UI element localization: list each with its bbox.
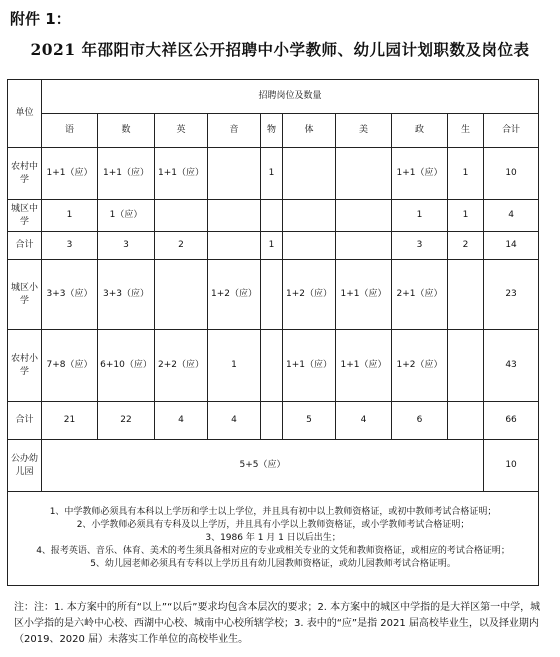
table-cell: 1 bbox=[261, 232, 283, 260]
table-cell bbox=[155, 200, 208, 232]
requirement-note: 2、小学教师必须具有专科及以上学历，并且具有小学以上教师资格证，或小学教师考试合格证明； bbox=[76, 520, 470, 530]
table-cell bbox=[448, 330, 484, 402]
row-label: 农村小学 bbox=[8, 330, 42, 402]
table-cell: 1+2（应） bbox=[283, 260, 336, 330]
row-label: 合计 bbox=[8, 402, 42, 440]
table-row bbox=[8, 330, 539, 402]
attachment-label: 附件 1： bbox=[10, 10, 71, 28]
table-cell: 2 bbox=[448, 232, 484, 260]
positions-group-header: 招聘岗位及数量 bbox=[42, 80, 539, 114]
table-cell: 1 bbox=[448, 148, 484, 200]
subject-header-music: 音 bbox=[208, 114, 261, 148]
subject-header-math: 数 bbox=[98, 114, 155, 148]
table-cell: 1+1（应） bbox=[155, 148, 208, 200]
table-cell: 14 bbox=[484, 232, 539, 260]
table-cell: 21 bbox=[42, 402, 98, 440]
subject-header-art: 美 bbox=[336, 114, 392, 148]
table-row bbox=[8, 148, 539, 200]
table-cell bbox=[283, 200, 336, 232]
table-row bbox=[8, 232, 539, 260]
table-cell: 3+3（应） bbox=[42, 260, 98, 330]
table-row bbox=[8, 402, 539, 440]
kindergarten-total: 10 bbox=[484, 440, 539, 492]
row-label: 合计 bbox=[8, 232, 42, 260]
table-cell bbox=[336, 148, 392, 200]
table-cell bbox=[448, 260, 484, 330]
table-cell: 3+3（应） bbox=[98, 260, 155, 330]
requirement-note: 1、中学教师必须具有本科以上学历和学士以上学位，并且具有初中以上教师资格证，或初中教师考试合格证明； bbox=[49, 507, 497, 517]
table-cell: 1 bbox=[208, 330, 261, 402]
table-cell: 5 bbox=[283, 402, 336, 440]
table-cell: 2+2（应） bbox=[155, 330, 208, 402]
table-cell: 23 bbox=[484, 260, 539, 330]
table-cell bbox=[261, 260, 283, 330]
subject-header-english: 英 bbox=[155, 114, 208, 148]
table-cell bbox=[283, 232, 336, 260]
table-cell: 1（应） bbox=[98, 200, 155, 232]
recruitment-table bbox=[7, 79, 539, 586]
table-cell: 3 bbox=[98, 232, 155, 260]
table-cell: 1+2（应） bbox=[392, 330, 448, 402]
table-cell: 6+10（应） bbox=[98, 330, 155, 402]
table-cell: 3 bbox=[392, 232, 448, 260]
table-cell bbox=[261, 330, 283, 402]
table-cell: 1+1（应） bbox=[336, 260, 392, 330]
table-cell bbox=[261, 402, 283, 440]
row-label: 城区小学 bbox=[8, 260, 42, 330]
table-cell: 1 bbox=[42, 200, 98, 232]
table-cell bbox=[336, 200, 392, 232]
table-row bbox=[8, 200, 539, 232]
requirements-notes bbox=[8, 492, 539, 586]
table-cell: 3 bbox=[42, 232, 98, 260]
table-cell: 1+1（应） bbox=[336, 330, 392, 402]
table-row bbox=[8, 260, 539, 330]
kindergarten-row bbox=[8, 440, 539, 492]
footnote: 注：注：1. 本方案中的所有“以上”“以后”要求均包含本层次的要求；2. 本方案中的城区中学指的是大祥区第一中学，城区小学指的是六岭中心校、西湖中心校、城南中心校所辖学校；3. 表中的“应”是指 2021 届高校毕业生，以及择业期内（2019、2020 届）未落实工作单位的高校毕业生。 bbox=[14, 602, 541, 645]
table-cell: 7+8（应） bbox=[42, 330, 98, 402]
table-cell: 4 bbox=[484, 200, 539, 232]
table-cell bbox=[155, 260, 208, 330]
table-cell: 1+1（应） bbox=[98, 148, 155, 200]
table-cell: 1+1（应） bbox=[283, 330, 336, 402]
table-cell: 1+2（应） bbox=[208, 260, 261, 330]
table-cell: 43 bbox=[484, 330, 539, 402]
table-cell: 1 bbox=[261, 148, 283, 200]
table-cell bbox=[208, 148, 261, 200]
subject-header-politics: 政 bbox=[392, 114, 448, 148]
table-cell bbox=[208, 200, 261, 232]
table-cell bbox=[283, 148, 336, 200]
table-cell bbox=[336, 232, 392, 260]
subject-header-physics: 物 bbox=[261, 114, 283, 148]
kindergarten-value: 5+5（应） bbox=[42, 440, 484, 492]
table-cell: 1 bbox=[448, 200, 484, 232]
table-cell: 2 bbox=[155, 232, 208, 260]
subject-header-chinese: 语 bbox=[42, 114, 98, 148]
table-cell bbox=[261, 200, 283, 232]
table-cell: 22 bbox=[98, 402, 155, 440]
subject-header-biology: 生 bbox=[448, 114, 484, 148]
page-title: 2021 年邵阳市大祥区公开招聘中小学教师、幼儿园计划职数及岗位表 bbox=[30, 40, 530, 59]
table-cell: 4 bbox=[155, 402, 208, 440]
row-label: 农村中学 bbox=[8, 148, 42, 200]
table-cell: 2+1（应） bbox=[392, 260, 448, 330]
subject-header-pe: 体 bbox=[283, 114, 336, 148]
row-label: 城区中学 bbox=[8, 200, 42, 232]
requirement-note: 3、1986 年 1 月 1 日以后出生； bbox=[205, 533, 341, 543]
subject-header-total: 合计 bbox=[484, 114, 539, 148]
table-cell: 1+1（应） bbox=[42, 148, 98, 200]
table-cell bbox=[448, 402, 484, 440]
requirement-note: 4、报考英语、音乐、体育、美术的考生须具备相对应的专业或相关专业的文凭和教师资格证，或相应的考试合格证明； bbox=[36, 546, 510, 556]
unit-header: 单位 bbox=[8, 80, 42, 148]
requirement-note: 5、幼儿园老师必须具有专科以上学历且有幼儿园教师资格证，或幼儿园教师考试合格证明。 bbox=[90, 559, 456, 569]
table-cell: 10 bbox=[484, 148, 539, 200]
table-cell bbox=[208, 232, 261, 260]
table-cell: 1 bbox=[392, 200, 448, 232]
row-label: 公办幼儿园 bbox=[8, 440, 42, 492]
table-cell: 6 bbox=[392, 402, 448, 440]
table-cell: 66 bbox=[484, 402, 539, 440]
table-cell: 4 bbox=[336, 402, 392, 440]
table-cell: 4 bbox=[208, 402, 261, 440]
table-cell: 1+1（应） bbox=[392, 148, 448, 200]
